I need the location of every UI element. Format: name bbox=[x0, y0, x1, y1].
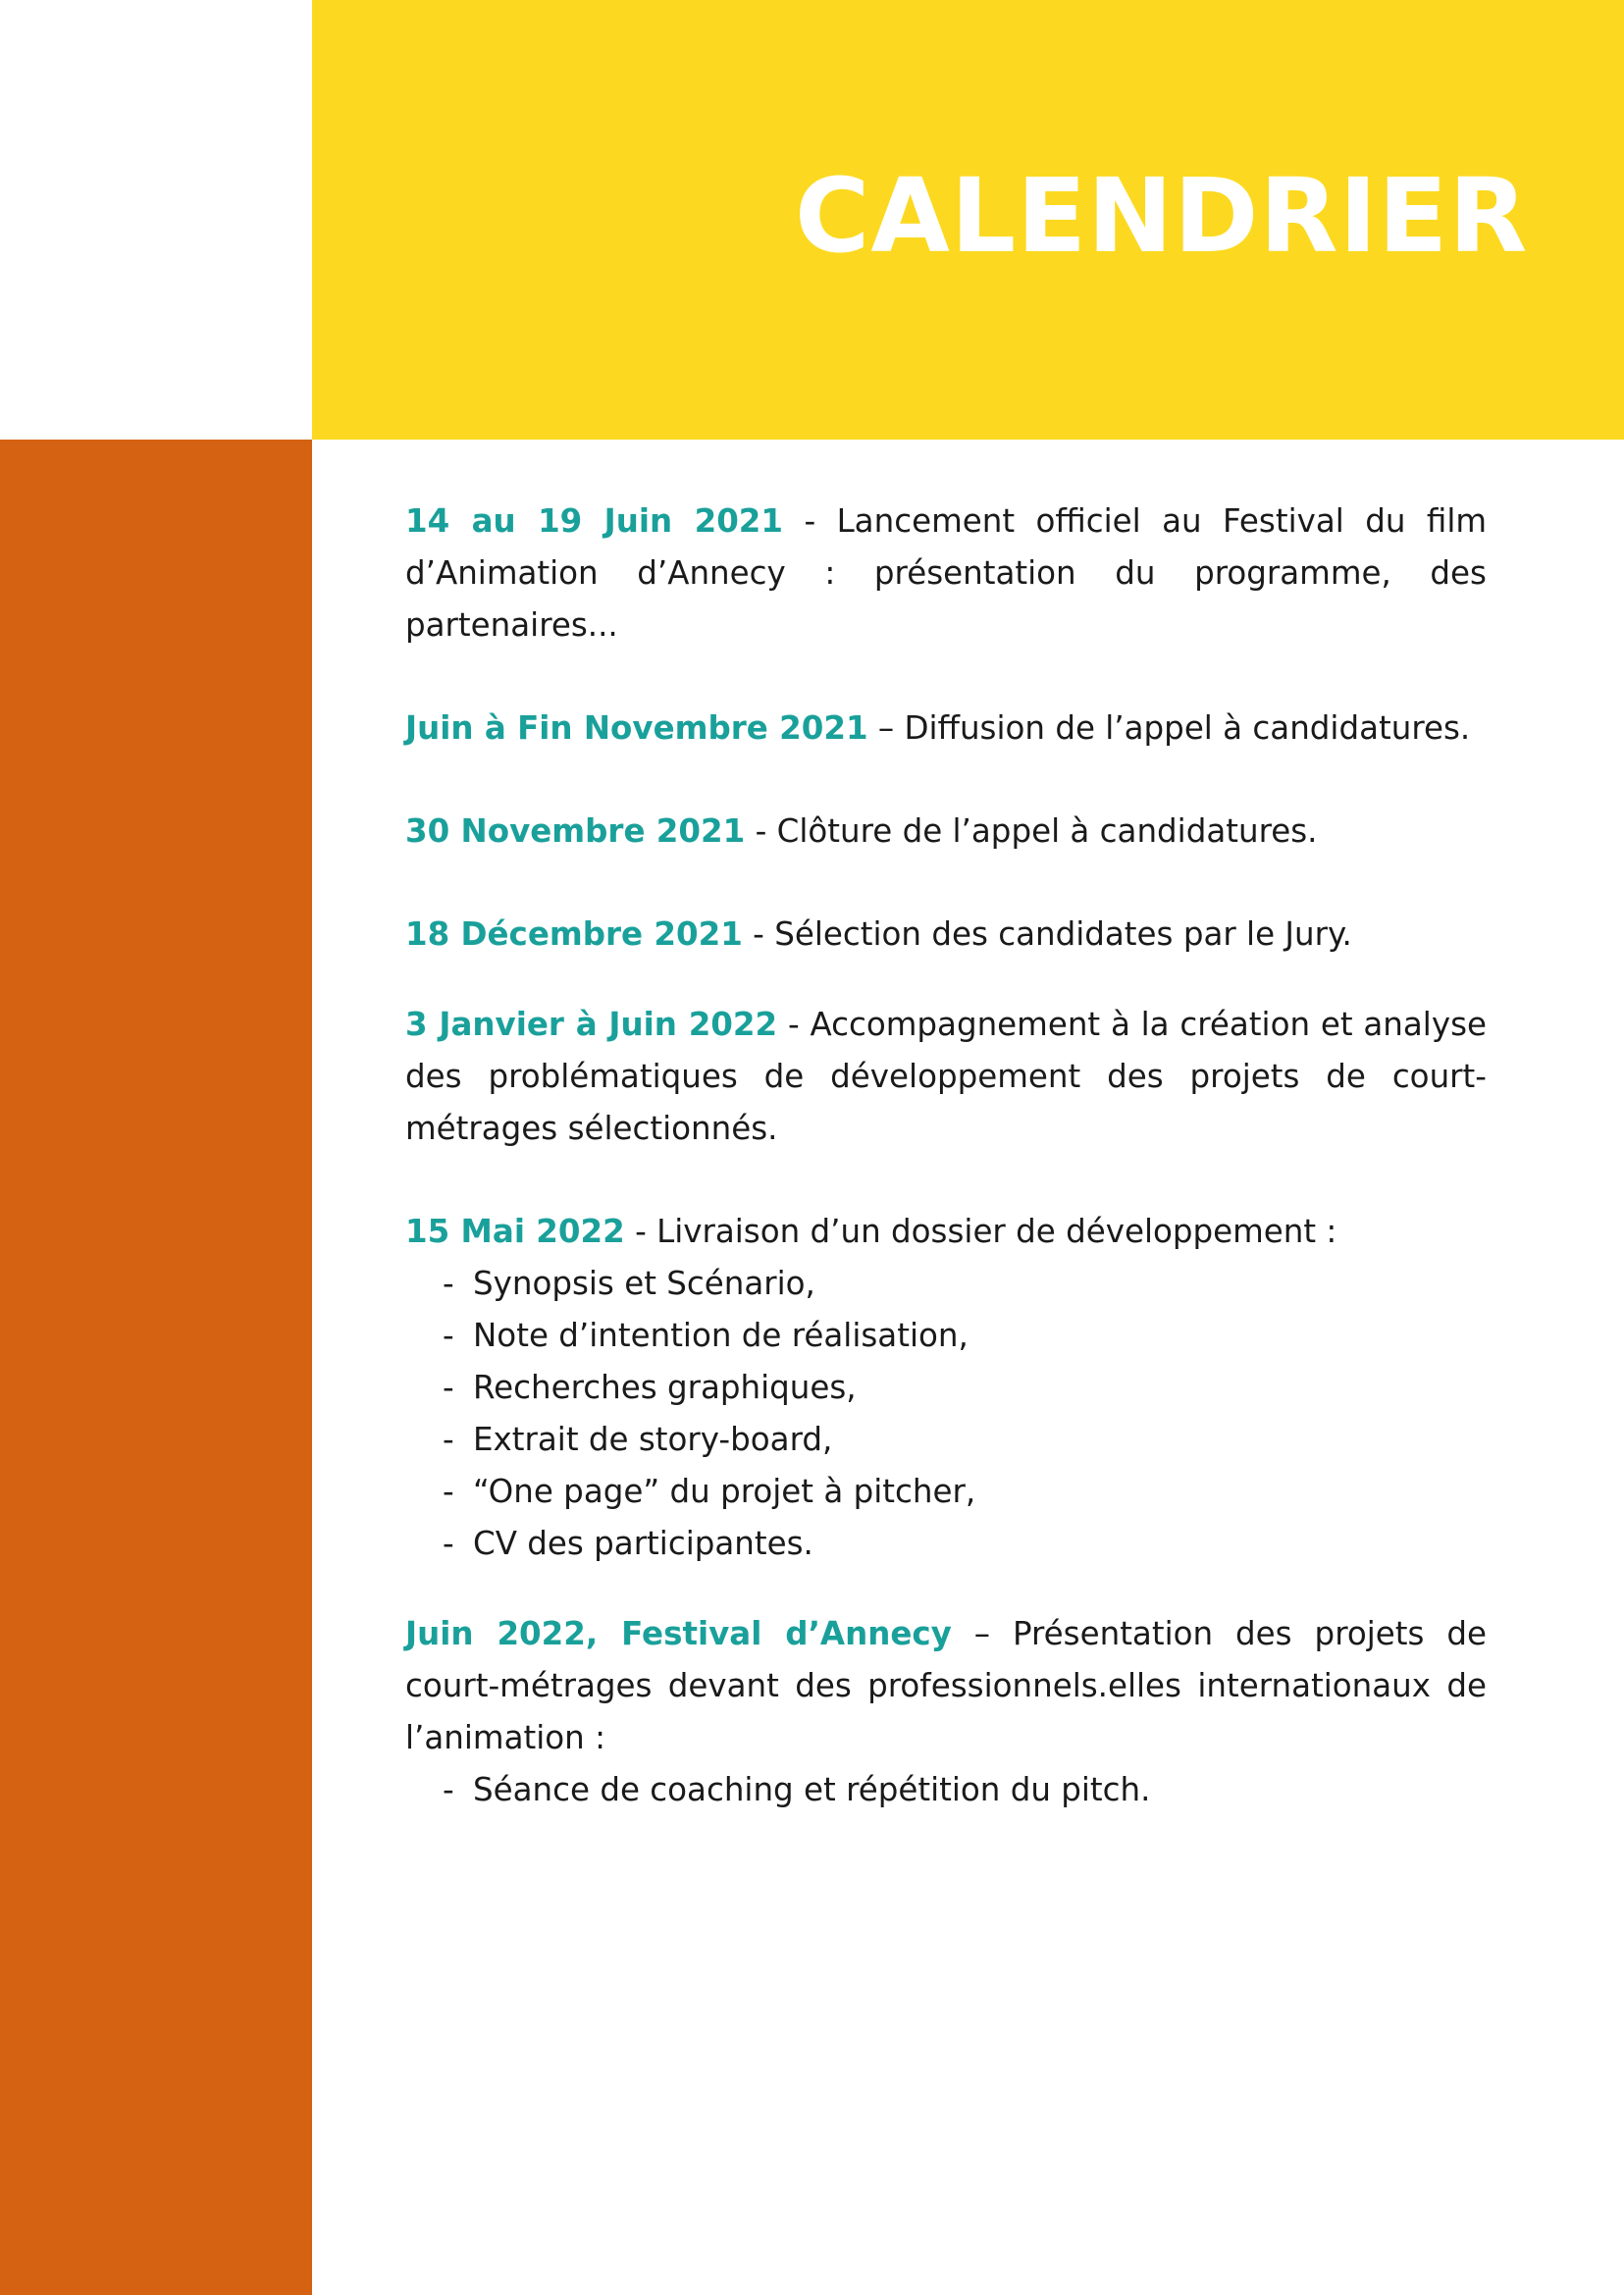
list-item: - CV des participantes. bbox=[443, 1518, 1487, 1570]
calendar-entry bbox=[405, 1608, 1487, 1764]
list-item: - Extrait de story-board, bbox=[443, 1414, 1487, 1466]
entry-date: 14 au 19 Juin 2021 bbox=[405, 502, 784, 540]
list-item: - Séance de coaching et répétition du pitch. bbox=[443, 1764, 1487, 1816]
list-item: - Note d’intention de réalisation, bbox=[443, 1310, 1487, 1362]
entry-date: Juin 2022, Festival d’Annecy bbox=[405, 1615, 952, 1652]
calendar-entry bbox=[405, 1206, 1487, 1258]
entry-text: - Clôture de l’appel à candidatures. bbox=[745, 812, 1318, 850]
deliverables-list bbox=[405, 1258, 1487, 1570]
page-title: CALENDRIER bbox=[795, 156, 1529, 276]
list-item: - Synopsis et Scénario, bbox=[443, 1258, 1487, 1310]
calendar-content bbox=[405, 496, 1487, 1816]
entry-text: - Sélection des candidates par le Jury. bbox=[742, 915, 1352, 953]
entry-text: - Lancement officiel au Festival du film d’Animation d’Annecy : présentation du programme, des partenaires... bbox=[405, 502, 1488, 644]
entry-date: 18 Décembre 2021 bbox=[405, 915, 743, 953]
entry-text: – Présentation des projets de court-métrages devant des professionnels.elles internationaux de l’animation : bbox=[405, 1615, 1487, 1756]
calendar-entry bbox=[405, 806, 1487, 858]
entry-text: – Diffusion de l’appel à candidatures. bbox=[867, 709, 1471, 747]
entry-date: 30 Novembre 2021 bbox=[405, 812, 746, 850]
calendar-entry bbox=[405, 999, 1487, 1155]
calendar-entry bbox=[405, 703, 1487, 755]
calendar-entry bbox=[405, 909, 1487, 961]
entry-date: 15 Mai 2022 bbox=[405, 1213, 625, 1250]
entry-text: - Livraison d’un dossier de développement : bbox=[624, 1213, 1337, 1250]
list-item: - “One page” du projet à pitcher, bbox=[443, 1466, 1487, 1518]
calendar-entry bbox=[405, 496, 1487, 652]
entry-date: 3 Janvier à Juin 2022 bbox=[405, 1006, 778, 1043]
entry-text: - Accompagnement à la création et analyse des problématiques de développement des projets de court-métrages sélectionnés. bbox=[405, 1006, 1487, 1147]
side-band bbox=[0, 440, 312, 2295]
list-item: - Recherches graphiques, bbox=[443, 1362, 1487, 1414]
festival-activities-list bbox=[405, 1764, 1487, 1816]
entry-date: Juin à Fin Novembre 2021 bbox=[405, 709, 868, 747]
